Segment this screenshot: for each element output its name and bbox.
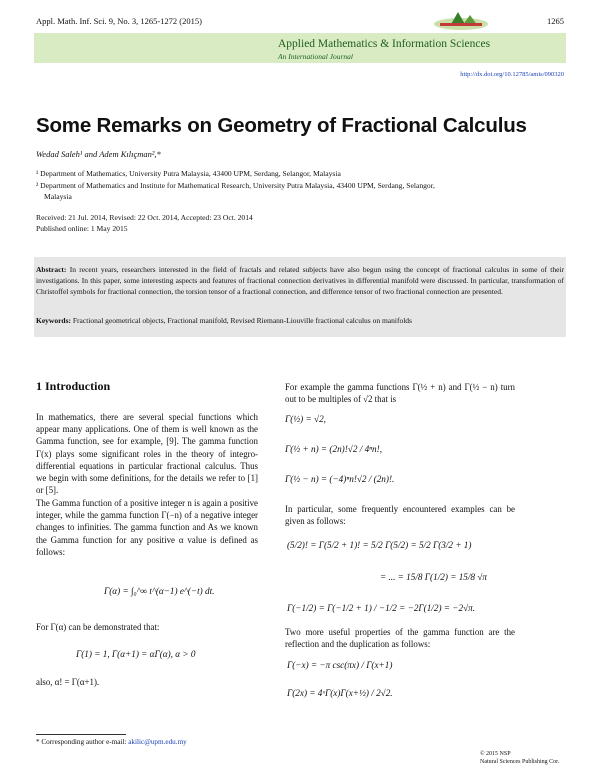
doi-link[interactable]: http://dx.doi.org/10.12785/amis/090320	[460, 71, 564, 78]
journal-subtitle: An International Journal	[278, 52, 353, 61]
citation: Appl. Math. Inf. Sci. 9, No. 3, 1265-1272 (2015)	[36, 16, 202, 26]
equation-gamma-definition: Γ(α) = ∫₀^∞ t^(α−1) e^(−t) dt.	[104, 586, 215, 596]
authors: Wedad Saleh¹ and Adem Kılıçman²,*	[36, 149, 161, 159]
abstract	[36, 264, 564, 298]
intro-paragraph-3: For Γ(α) can be demonstrated that:	[36, 622, 160, 632]
affiliation-1: ¹ Department of Mathematics, University Putra Malaysia, 43400 UPM, Serdang, Selangor, Malaysia	[36, 169, 341, 178]
affiliation-2: ² Department of Mathematics and Institute for Mathematical Research, University Putra Malaysia, 43400 UPM, Serdang, Selangor,	[36, 181, 435, 190]
footnote-rule	[36, 734, 126, 735]
nsp-logo	[432, 6, 490, 32]
paper-title: Some Remarks on Geometry of Fractional Calculus	[36, 114, 527, 137]
footnote-prefix: * Corresponding author e-mail:	[36, 738, 127, 746]
equation-d: (5/2)! = Γ(5/2 + 1)! = 5/2 Γ(5/2) = 5/2 Γ(3/2 + 1)	[287, 540, 472, 550]
keywords-label: Keywords:	[36, 316, 71, 325]
equation-e: = ... = 15/8 Γ(1/2) = 15/8 √π	[380, 572, 487, 582]
col2-paragraph-1: For example the gamma functions Γ(½ + n) and Γ(½ − n) turn out to be multiples of √2 that is	[285, 382, 515, 405]
col2-paragraph-2: In particular, some frequently encountered examples can be given as follows:	[285, 504, 515, 527]
publisher: Natural Sciences Publishing Cor.	[480, 759, 560, 765]
equation-a: Γ(½) = √2,	[285, 414, 326, 424]
equation-h: Γ(2x) = 4ˣΓ(x)Γ(x+½) / 2√2.	[287, 688, 393, 698]
equation-gamma-properties: Γ(1) = 1, Γ(α+1) = αΓ(α), α > 0	[76, 649, 196, 659]
abstract-text: In recent years, researchers interested in the field of fractals and related subjects have also begun using the concept of fractional calculus in some of their investigations. In this paper, some interesting aspects and features of fractional connection derivatives in differential manifold were discussed. In particular, transformation of Christoffel symbols for fractional connection, the torsion tensor of a fractional connection, and difference tensor of two fractional connection are presented.	[36, 265, 565, 297]
abstract-label: Abstract:	[36, 265, 67, 274]
received-dates: Received: 21 Jul. 2014, Revised: 22 Oct. 2014, Accepted: 23 Oct. 2014	[36, 213, 253, 222]
section-heading: 1 Introduction	[36, 379, 111, 393]
page-number: 1265	[547, 16, 564, 26]
published-date: Published online: 1 May 2015	[36, 224, 128, 233]
copyright: © 2015 NSP	[480, 751, 511, 757]
intro-paragraph-4: also, α! = Γ(α+1).	[36, 677, 100, 687]
intro-paragraph-1: In mathematics, there are several special functions which appear many applications. One of them is well known as the Gamma function, see for example, [9]. The gamma function Γ(x) plays some significant roles in the theory of integro-differential equations in particular fractional calculus. Thus we begin with some definitions, for the details we refer to [1] or [5].	[36, 412, 258, 496]
col2-paragraph-3: Two more useful properties of the gamma function are the reflection and the duplication as follows:	[285, 627, 515, 650]
intro-paragraph-2: The Gamma function of a positive integer n is again a positive integer, while the gamma function Γ(−n) of a negative integer changes to infinities. The gamma function and As we known the Gamma function for any positive α value is defined as follows:	[36, 498, 258, 557]
keywords	[36, 316, 564, 325]
equation-f: Γ(−1/2) = Γ(−1/2 + 1) / −1/2 = −2Γ(1/2) = −2√π.	[287, 603, 476, 613]
equation-b: Γ(½ + n) = (2n)!√2 / 4ⁿn!,	[285, 444, 383, 454]
journal-title: Applied Mathematics & Information Sciences	[278, 38, 491, 50]
copyright-block	[480, 750, 570, 766]
equation-c: Γ(½ − n) = (−4)ⁿn!√2 / (2n)!.	[285, 474, 395, 484]
equation-g: Γ(−x) = −π csc(πx) / Γ(x+1)	[287, 660, 393, 670]
footnote	[36, 738, 187, 746]
affiliation-2-cont: Malaysia	[44, 192, 72, 201]
email-link[interactable]: akilic@upm.edu.my	[128, 738, 187, 746]
keywords-text: Fractional geometrical objects, Fractional manifold, Revised Riemann-Liouville fractional calculus on manifolds	[72, 316, 412, 325]
